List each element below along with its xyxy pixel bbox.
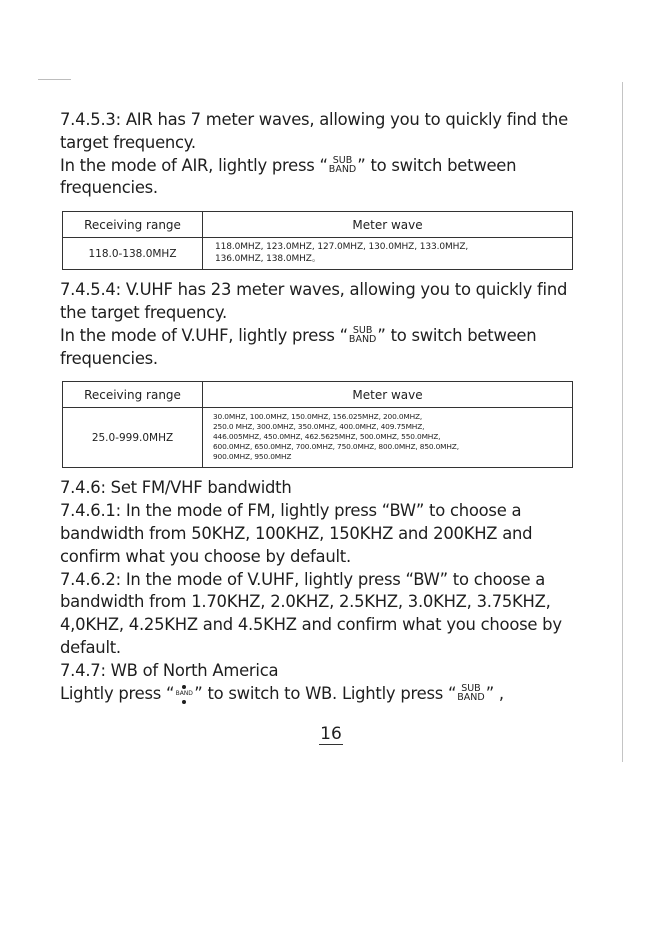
right-margin-rule <box>622 82 623 762</box>
air-line-4: frequencies. <box>60 178 158 198</box>
header-receiving-range: Receiving range <box>63 382 203 408</box>
page-number <box>0 724 662 744</box>
receiving-range-cell: 118.0-138.0MHZ <box>63 238 203 270</box>
wb-line <box>60 683 580 706</box>
air-meter-wave-table <box>62 211 573 270</box>
meter-wave-cell <box>203 408 573 468</box>
wb-heading: 7.4.7: WB of North America <box>60 660 279 680</box>
bw-line-2: 7.4.6.1: In the mode of FM, lightly press “BW” to choose a <box>60 501 522 521</box>
header-receiving-range: Receiving range <box>63 212 203 238</box>
wb-line-post: ” , <box>485 683 504 703</box>
sub-band-key-top: SUB <box>352 324 373 336</box>
header-meter-wave: Meter wave <box>203 212 573 238</box>
bw-line-5: 7.4.6.2: In the mode of V.UHF, lightly press “BW” to choose a <box>60 569 546 589</box>
table-header-row <box>63 212 573 238</box>
bw-line-4: confirm what you choose by default. <box>60 546 351 566</box>
bw-line-3: bandwidth from 50KHZ, 100KHZ, 150KHZ and 200KHZ and <box>60 523 533 543</box>
sub-band-key-icon <box>349 326 376 344</box>
sub-band-key-icon <box>457 684 484 702</box>
band-key-label: BAND <box>175 689 193 697</box>
meter-wave-line: 250.0 MHZ, 300.0MHZ, 350.0MHZ, 400.0MHZ, 409.75MHZ, <box>213 422 425 432</box>
top-rule <box>38 79 71 80</box>
vuhf-line-4: frequencies. <box>60 348 158 368</box>
meter-wave-line: 136.0MHZ, 138.0MHZ｡ <box>215 254 317 265</box>
vuhf-line-3 <box>60 325 580 348</box>
band-key-dot-bottom <box>182 700 186 704</box>
table-row <box>63 238 573 270</box>
wb-line-mid: ” to switch to WB. Lightly press “ <box>194 683 457 703</box>
bw-line-8: default. <box>60 637 121 657</box>
vuhf-meter-wave-table <box>62 381 573 468</box>
meter-wave-line: 900.0MHZ, 950.0MHZ <box>213 452 292 462</box>
table-header-row <box>63 382 573 408</box>
wb-line-pre: Lightly press “ <box>60 683 175 703</box>
bw-heading: 7.4.6: Set FM/VHF bandwidth <box>60 478 292 498</box>
vuhf-line-3-pre: In the mode of V.UHF, lightly press “ <box>60 325 348 345</box>
band-key-icon <box>175 687 193 701</box>
vuhf-line-1: 7.4.5.4: V.UHF has 23 meter waves, allowing you to quickly find <box>60 280 568 300</box>
sub-band-key-top: SUB <box>332 154 353 166</box>
sub-band-key-icon <box>329 156 356 174</box>
meter-wave-cell <box>203 238 573 270</box>
vuhf-line-2: the target frequency. <box>60 302 227 322</box>
page-content <box>60 109 580 705</box>
sub-band-key-top: SUB <box>461 682 481 694</box>
vuhf-line-3-post: ” to switch between <box>377 325 537 345</box>
sub-band-key-bottom: BAND <box>348 333 377 345</box>
sub-band-key-bottom: BAND <box>457 691 485 703</box>
air-line-2: target frequency. <box>60 132 196 152</box>
receiving-range-cell: 25.0-999.0MHZ <box>63 408 203 468</box>
bw-line-7: 4,0KHZ, 4.25KHZ and 4.5KHZ and confirm what you choose by <box>60 615 562 635</box>
bw-line-6: bandwidth from 1.70KHZ, 2.0KHZ, 2.5KHZ, 3.0KHZ, 3.75KHZ, <box>60 592 551 612</box>
meter-wave-line: 600.0MHZ, 650.0MHZ, 700.0MHZ, 750.0MHZ, 800.0MHZ, 850.0MHZ, <box>213 442 459 452</box>
meter-wave-line: 446.005MHZ, 450.0MHZ, 462.5625MHZ, 500.0MHZ, 550.0MHZ, <box>213 432 441 442</box>
header-meter-wave: Meter wave <box>203 382 573 408</box>
air-line-3 <box>60 155 580 178</box>
air-line-1: 7.4.5.3: AIR has 7 meter waves, allowing you to quickly find the <box>60 110 568 129</box>
page-number-text: 16 <box>320 724 342 744</box>
air-line-3-post: ” to switch between <box>357 155 517 175</box>
sub-band-key-bottom: BAND <box>328 163 357 175</box>
meter-wave-line: 118.0MHZ, 123.0MHZ, 127.0MHZ, 130.0MHZ, 133.0MHZ, <box>215 242 469 253</box>
meter-wave-line: 30.0MHZ, 100.0MHZ, 150.0MHZ, 156.025MHZ, 200.0MHZ, <box>213 412 423 422</box>
table-row <box>63 408 573 468</box>
air-line-3-pre: In the mode of AIR, lightly press “ <box>60 155 328 175</box>
band-key-dot-top <box>182 685 186 689</box>
